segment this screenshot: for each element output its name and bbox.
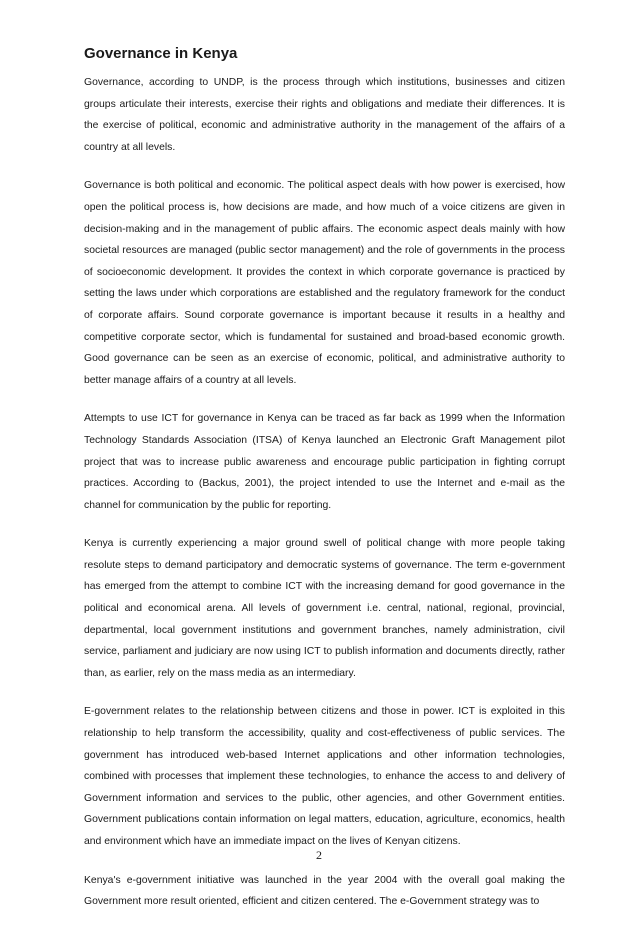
paragraph-2: Governance is both political and economic. The political aspect deals with how power is exercised, how open the political process is, how decisions are made, and how much of a voice citizens are given in decision-making and in the management of public affairs. The economic aspect deals mainly with how societal resources are managed (public sector management) and the role of governments in the process of socioeconomic development. It provides the context in which corporate governance is practiced by setting the laws under which corporations are established and the regulatory framework for the conduct of corporate affairs. Sound corporate governance is important because it results in a healthy and competitive corporate sector, which is fundamental for sustained and broad-based economic growth. Good governance can be seen as an exercise of economic, political, and administrative authority to better manage affairs of a country at all levels.	[84, 180, 565, 386]
section-heading: Governance in Kenya	[84, 45, 238, 62]
paragraph-6: Kenya's e-government initiative was launched in the year 2004 with the overall goal making the Government more result oriented, efficient and citizen centered. The e-Government strategy was to	[84, 874, 565, 908]
document-body	[84, 44, 565, 930]
paragraph-5: E-government relates to the relationship between citizens and those in power. ICT is exploited in this relationship to help transform the accessibility, quality and cost-effectiveness of public services. The government has introduced web-based Internet applications and other information technologies, combined with processes that implement these technologies, to enhance the access to and delivery of Government information and services to the public, other agencies, and other Government entities. Government publications contain information on legal matters, education, agriculture, economics, health and environment which have an immediate impact on the lives of Kenyan citizens.	[84, 706, 565, 847]
paragraph-4: Kenya is currently experiencing a major ground swell of political change with more people taking resolute steps to demand participatory and democratic systems of governance. The term e-government has emerged from the attempt to combine ICT with the increasing demand for good governance in the political and economical arena. All levels of government i.e. central, national, regional, provincial, departmental, local government institutions and government branches, namely administration, civil service, parliament and judiciary are now using ICT to publish information and documents directly, rather than, as earlier, rely on the mass media as an intermediary.	[84, 538, 565, 679]
paragraph-3: Attempts to use ICT for governance in Kenya can be traced as far back as 1999 when the Information Technology Standards Association (ITSA) of Kenya launched an Electronic Graft Management pilot project that was to increase public awareness and encourage public participation in fighting corrupt practices. According to (Backus, 2001), the project intended to use the Internet and e-mail as the channel for communication by the public for reporting.	[84, 413, 565, 511]
page-number: 2	[316, 848, 322, 862]
paragraph-1: Governance, according to UNDP, is the process through which institutions, businesses and citizen groups articulate their interests, exercise their rights and obligations and mediate their differences. It is the exercise of political, economic and administrative authority in the management of the affairs of a country at all levels.	[84, 77, 565, 153]
